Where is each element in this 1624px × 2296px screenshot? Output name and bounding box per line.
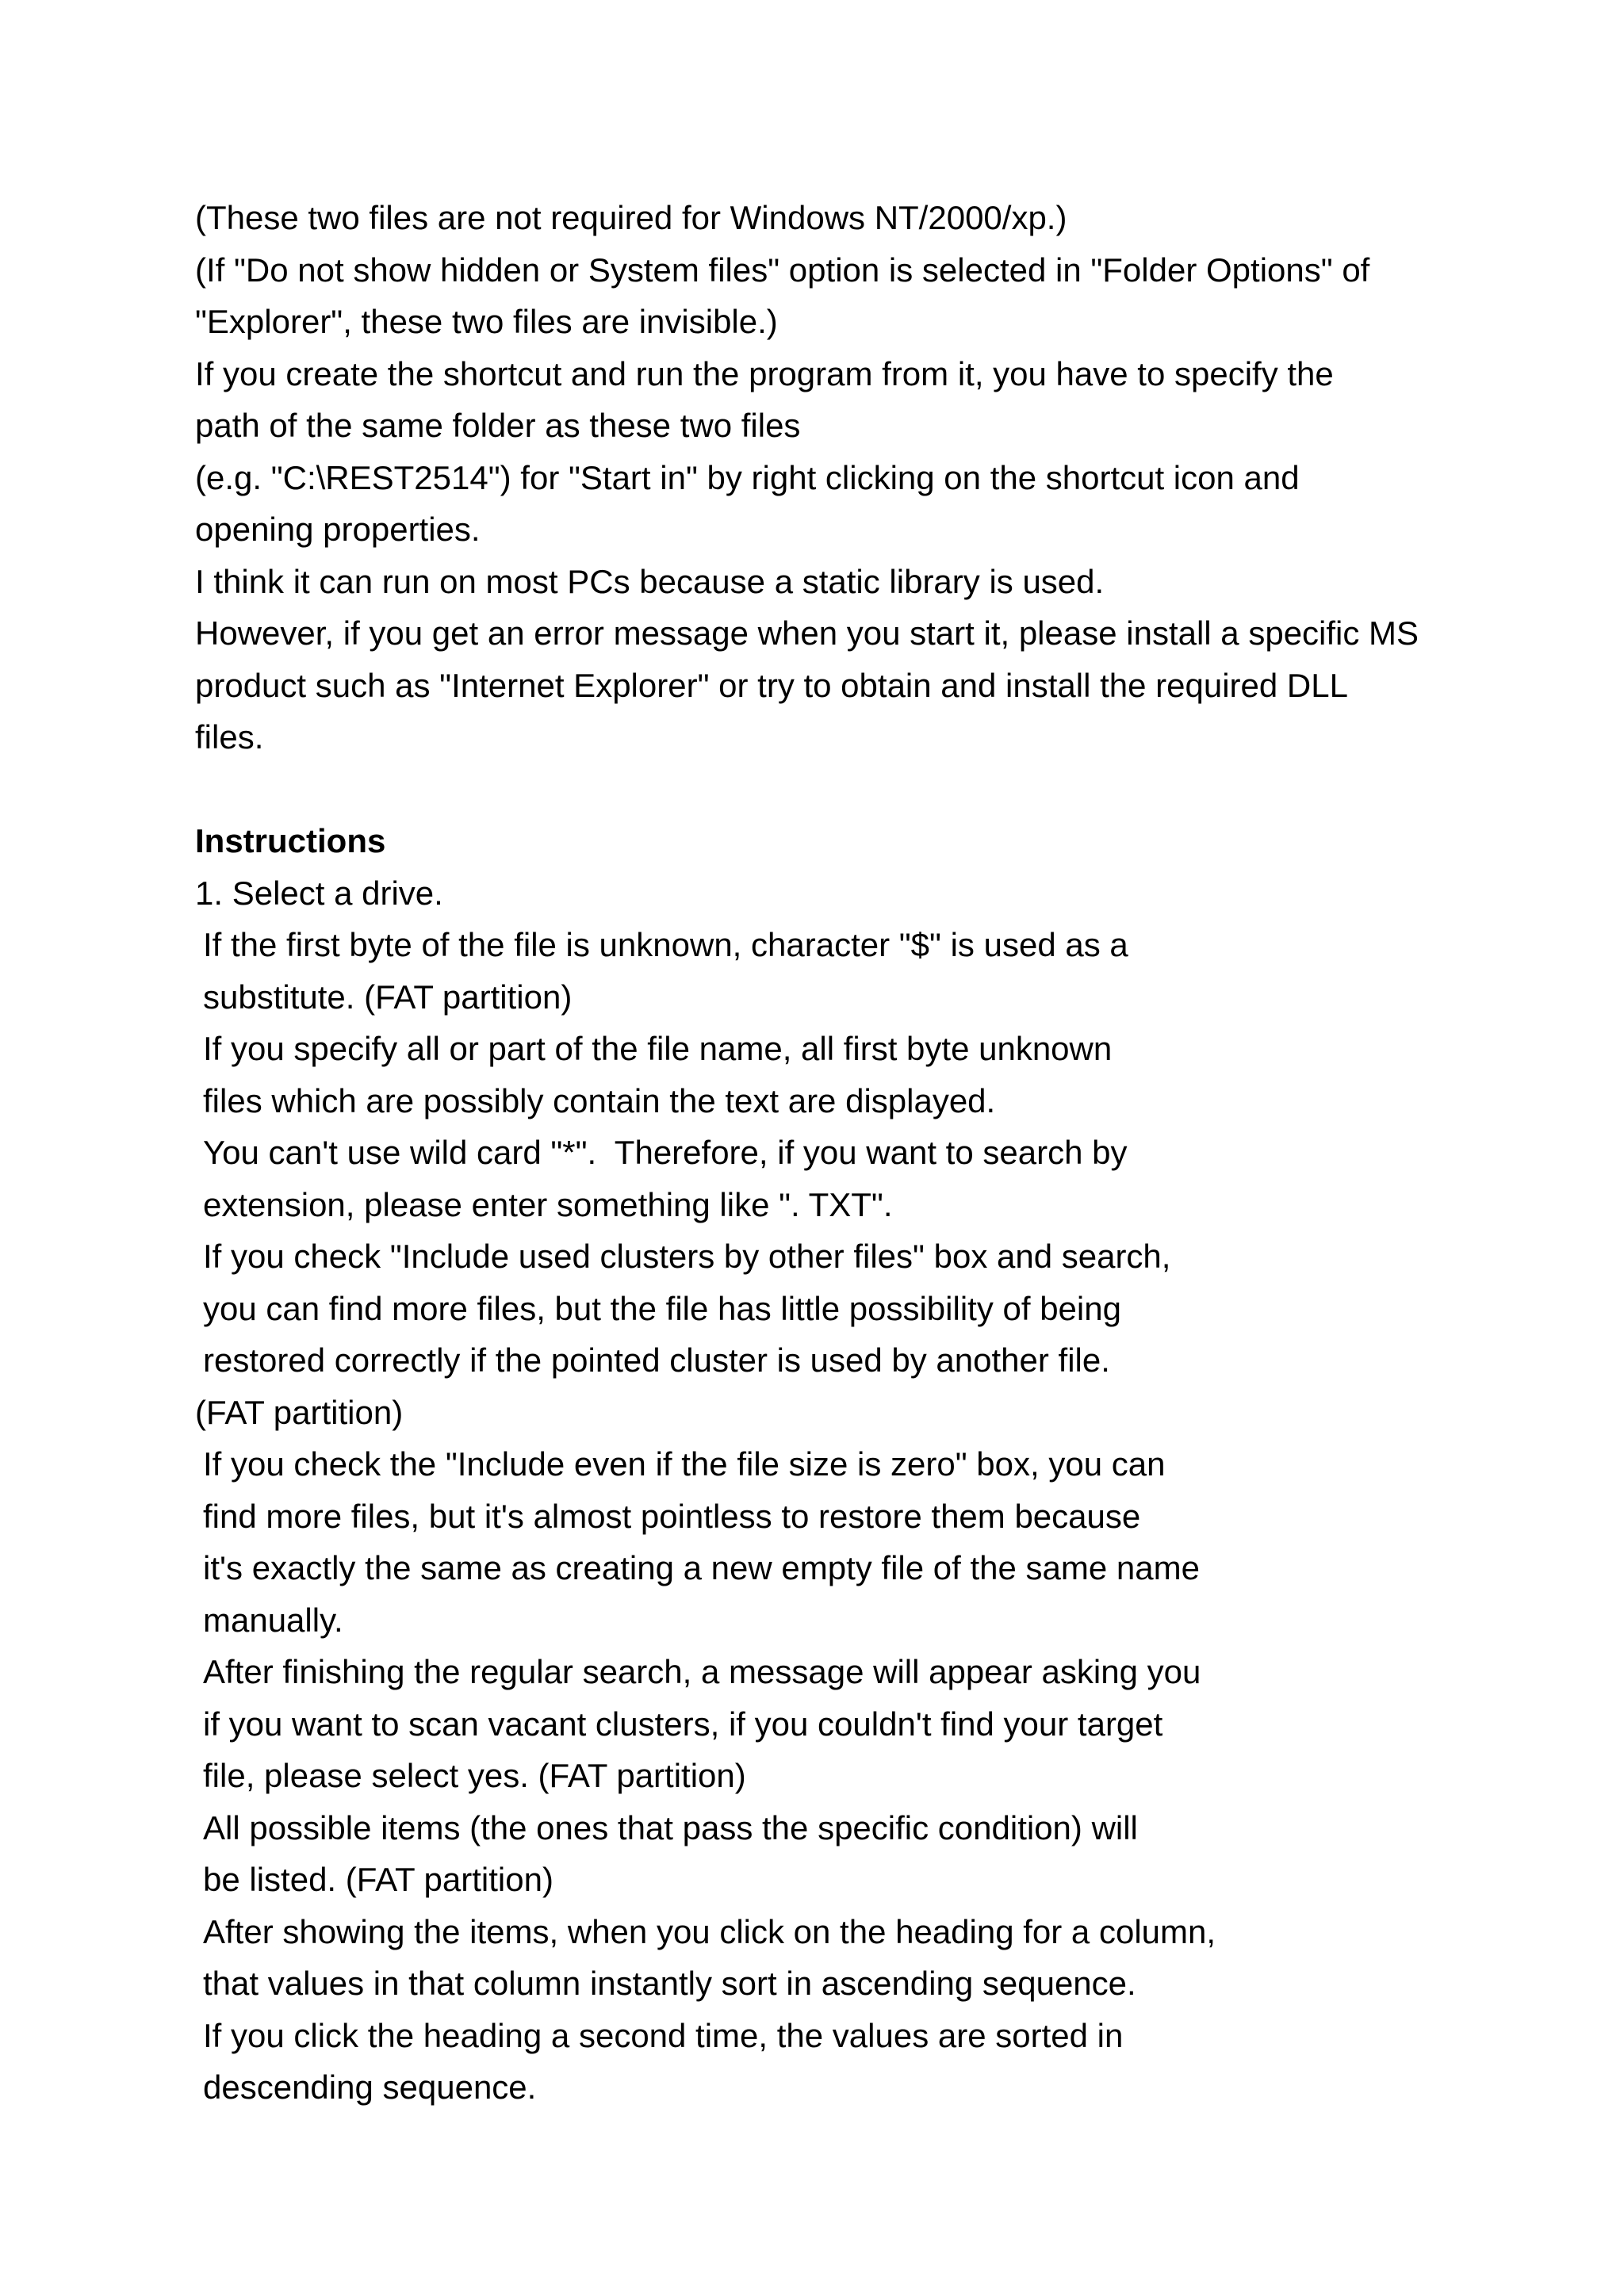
document-body (195, 192, 1543, 2114)
instruction-line: find more files, but it's almost pointless to restore them because (203, 1497, 1141, 1535)
instruction-line: If the first byte of the file is unknown, character "$" is used as a (203, 926, 1128, 963)
instruction-line: (FAT partition) (195, 1393, 404, 1431)
section-heading: Instructions (195, 822, 386, 859)
instruction-line: restored correctly if the pointed cluster is used by another file. (203, 1341, 1110, 1379)
instruction-line: If you click the heading a second time, the values are sorted in (203, 2016, 1124, 2054)
text-line: (e.g. "C:\REST2514") for "Start in" by right clicking on the shortcut icon and (195, 458, 1300, 496)
instruction-line: If you check "Include used clusters by other files" box and search, (203, 1238, 1171, 1275)
text-line: product such as "Internet Explorer" or try to obtain and install the required DLL (195, 666, 1348, 704)
instruction-line: If you specify all or part of the file name, all first byte unknown (203, 1030, 1113, 1067)
text-line: files. (195, 718, 264, 756)
instruction-line: descending sequence. (203, 2068, 537, 2106)
text-line: However, if you get an error message when you start it, please install a specific MS (195, 614, 1419, 652)
instruction-line: that values in that column instantly sort in ascending sequence. (203, 1965, 1136, 2002)
instruction-line: if you want to scan vacant clusters, if you couldn't find your target (203, 1705, 1163, 1743)
instruction-line: be listed. (FAT partition) (203, 1861, 553, 1898)
instruction-line: you can find more files, but the file has little possibility of being (203, 1289, 1121, 1327)
blank-line (195, 763, 1543, 816)
instruction-line: You can't use wild card "*". Therefore, if you want to search by (203, 1134, 1128, 1171)
text-line: I think it can run on most PCs because a static library is used. (195, 562, 1105, 600)
instruction-line: substitute. (FAT partition) (203, 978, 573, 1016)
instruction-line: All possible items (the ones that pass the specific condition) will (203, 1808, 1138, 1846)
instruction-line: files which are possibly contain the text are displayed. (203, 1081, 996, 1119)
instruction-line: manually. (203, 1601, 343, 1639)
instruction-line: file, please select yes. (FAT partition) (203, 1757, 746, 1794)
text-line: If you create the shortcut and run the program from it, you have to specify the (195, 354, 1334, 392)
instruction-line: If you check the "Include even if the file size is zero" box, you can (203, 1445, 1166, 1483)
text-line: "Explorer", these two files are invisible.) (195, 303, 778, 340)
instruction-step: 1. Select a drive. (195, 874, 443, 912)
instruction-line: After finishing the regular search, a message will appear asking you (203, 1653, 1201, 1690)
text-line: (These two files are not required for Windows NT/2000/xp.) (195, 199, 1067, 236)
text-line: path of the same folder as these two files (195, 407, 801, 444)
text-line: opening properties. (195, 511, 481, 548)
instruction-line: it's exactly the same as creating a new empty file of the same name (203, 1549, 1200, 1586)
text-line: (If "Do not show hidden or System files" option is selected in "Folder Options" of (195, 251, 1370, 289)
instruction-line: extension, please enter something like ". TXT". (203, 1185, 893, 1223)
instruction-line: After showing the items, when you click on the heading for a column, (203, 1912, 1216, 1950)
